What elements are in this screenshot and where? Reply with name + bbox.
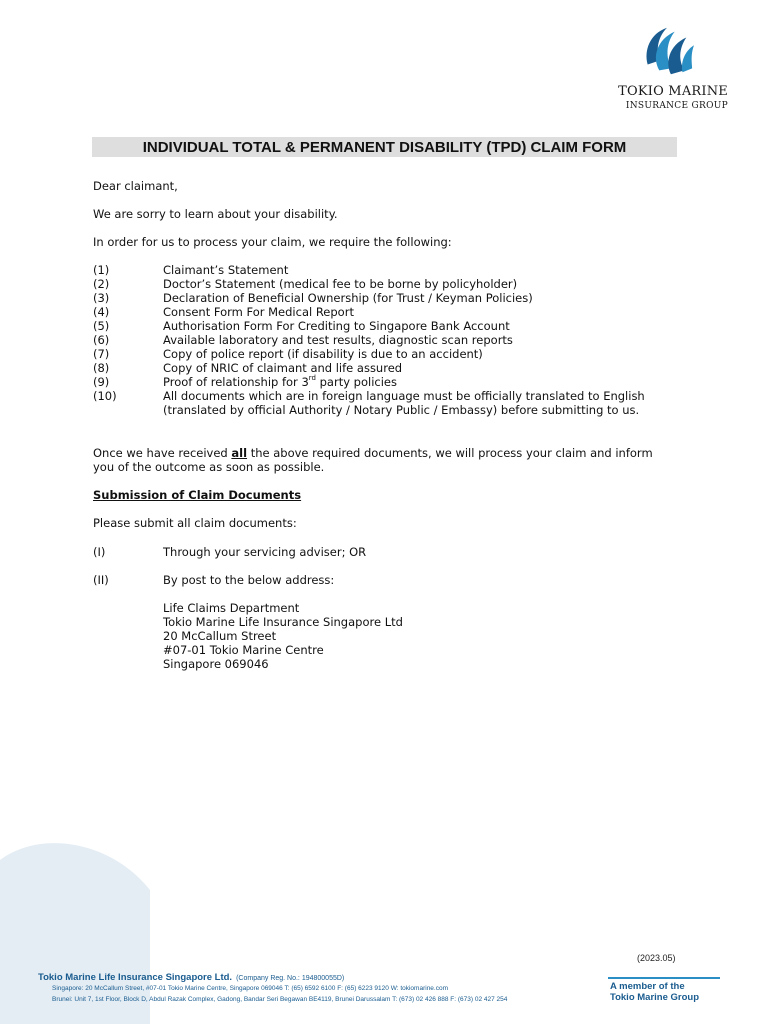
form-title-bar <box>92 137 677 157</box>
list-item-number: (3) <box>93 291 110 305</box>
superscript-text: rd <box>308 374 316 382</box>
list-item-text: party policies <box>315 375 397 389</box>
list-item: Copy of NRIC of claimant and life assured <box>163 361 403 375</box>
form-version: (2023.05) <box>637 953 676 963</box>
list-item-number: (2) <box>93 277 110 291</box>
intro-text: In order for us to process your claim, we require the following: <box>93 235 452 249</box>
submission-heading: Submission of Claim Documents <box>93 488 302 502</box>
list-item-number: (5) <box>93 319 110 333</box>
address-line: #07-01 Tokio Marine Centre <box>163 643 324 657</box>
member-line: A member of the <box>610 981 685 992</box>
greeting: Dear claimant, <box>93 179 178 193</box>
list-item: Authorisation Form For Crediting to Singapore Bank Account <box>163 319 510 333</box>
footer-company-name: Tokio Marine Life Insurance Singapore Ltd. <box>38 972 233 983</box>
list-item: Doctor’s Statement (medical fee to be borne by policyholder) <box>163 277 518 291</box>
closing-text <box>93 446 653 460</box>
closing-text-line2: you of the outcome as soon as possible. <box>93 460 325 474</box>
footer-divider <box>608 977 720 979</box>
list-item <box>163 375 397 389</box>
list-item-number: (8) <box>93 361 110 375</box>
member-statement <box>610 981 699 1003</box>
footer-address-singapore: Singapore: 20 McCallum Street, #07-01 Tokio Marine Centre, Singapore 069046 T: (65) 6592 6100 F: (65) 6223 9120 W: tokiomarine.com <box>52 985 449 992</box>
tokio-marine-logo-icon <box>638 22 696 80</box>
footer-address-brunei: Brunei: Unit 7, 1st Floor, Block D, Abdul Razak Complex, Gadong, Bandar Seri Begawan BE4119, Brunei Darussalam T: (673) 02 426 888 F: (673) 02 427 254 <box>52 996 508 1003</box>
list-item-number: (10) <box>93 389 117 403</box>
submission-option: Through your servicing adviser; OR <box>163 545 367 559</box>
list-item: All documents which are in foreign language must be officially translated to English <box>163 389 645 403</box>
list-item: Claimant’s Statement <box>163 263 289 277</box>
sympathy-text: We are sorry to learn about your disability. <box>93 207 338 221</box>
footer-company-reg: (Company Reg. No.: 194800055D) <box>236 975 345 982</box>
list-item-number: (6) <box>93 333 110 347</box>
logo-wordmark: TOKIO MARINE <box>618 84 728 99</box>
list-item: Declaration of Beneficial Ownership (for Trust / Keyman Policies) <box>163 291 533 305</box>
list-item-number: (7) <box>93 347 110 361</box>
closing-text-part: the above required documents, we will process your claim and inform <box>247 446 653 460</box>
member-line: Tokio Marine Group <box>610 992 700 1003</box>
option-number: (I) <box>93 545 106 559</box>
option-number: (II) <box>93 573 109 587</box>
address-line: Singapore 069046 <box>163 657 269 671</box>
list-item: Available laboratory and test results, diagnostic scan reports <box>163 333 513 347</box>
list-item-text: Proof of relationship for 3 <box>163 375 309 389</box>
submission-instruction: Please submit all claim documents: <box>93 516 297 530</box>
address-line: 20 McCallum Street <box>163 629 277 643</box>
form-title: INDIVIDUAL TOTAL & PERMANENT DISABILITY (TPD) CLAIM FORM <box>142 139 627 156</box>
address-line: Life Claims Department <box>163 601 300 615</box>
closing-emphasis: all <box>231 446 248 460</box>
decorative-wave-shape <box>0 830 150 1024</box>
list-item-number: (4) <box>93 305 110 319</box>
footer-company <box>38 972 344 983</box>
address-line: Tokio Marine Life Insurance Singapore Ltd <box>163 615 403 629</box>
list-item: Copy of police report (if disability is due to an accident) <box>163 347 483 361</box>
list-item-number: (9) <box>93 375 110 389</box>
list-item-number: (1) <box>93 263 110 277</box>
list-item-continuation: (translated by official Authority / Notary Public / Embassy) before submitting to us. <box>163 403 640 417</box>
list-item: Consent Form For Medical Report <box>163 305 354 319</box>
logo-subtitle: INSURANCE GROUP <box>625 101 728 111</box>
closing-text-part: Once we have received <box>93 446 232 460</box>
submission-option: By post to the below address: <box>163 573 335 587</box>
company-logo <box>608 22 728 120</box>
